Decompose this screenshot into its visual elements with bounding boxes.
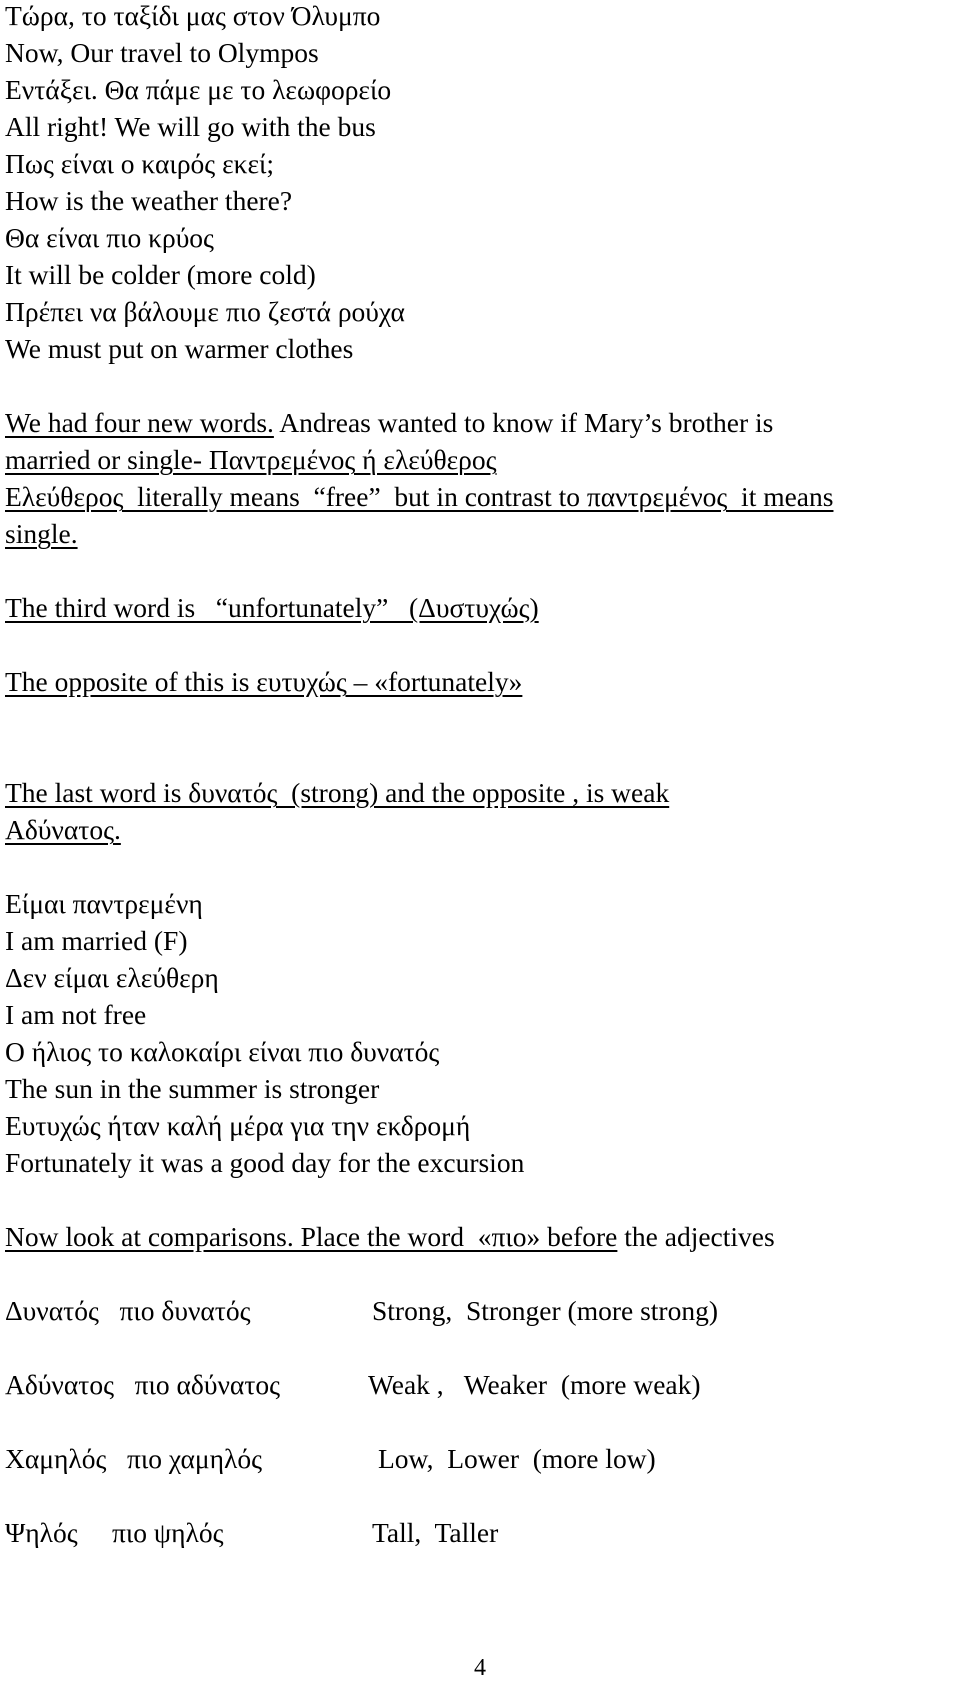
dialogue-line: It will be colder (more cold) — [5, 259, 316, 290]
dialogue-line: We must put on warmer clothes — [5, 333, 354, 364]
comparisons-intro-underlined: Now look at comparisons. Place the word «πιο» before — [5, 1221, 618, 1252]
dialogue-line: Now, Our travel to Olympos — [5, 37, 319, 68]
example-line: Fortunately it was a good day for the excursion — [5, 1147, 525, 1178]
comparison-english: Low, Lower (more low) — [378, 1443, 656, 1474]
words-intro-heading: We had four new words. — [5, 407, 274, 438]
comparison-english: Weak , Weaker (more weak) — [368, 1369, 701, 1400]
comparison-english: Strong, Stronger (more strong) — [372, 1295, 718, 1326]
example-line: Δεν είμαι ελεύθερη — [5, 962, 219, 993]
dialogue-line: Τώρα, το ταξίδι μας στον Όλυμπο — [5, 0, 381, 31]
words-intro-line: single. — [5, 518, 78, 549]
comparison-greek: Δυνατός πιο δυνατός — [5, 1295, 251, 1326]
example-line: Είμαι παντρεμένη — [5, 888, 203, 919]
dialogue-line: Εντάξει. Θα πάμε με το λεωφορείο — [5, 74, 392, 105]
comparisons-intro — [5, 1223, 775, 1251]
words-intro-line: Ελεύθερος literally means “free” but in contrast to παντρεμένος it means — [5, 481, 834, 512]
dialogue-line: All right! We will go with the bus — [5, 111, 376, 142]
comparison-greek: Χαμηλός πιο χαμηλός — [5, 1443, 263, 1474]
example-line: The sun in the summer is stronger — [5, 1073, 380, 1104]
example-line: I am married (F) — [5, 925, 188, 956]
dialogue-line: Θα είναι πιο κρύος — [5, 222, 214, 253]
example-line: I am not free — [5, 999, 147, 1030]
dialogue-line: Πως είναι ο καιρός εκεί; — [5, 148, 275, 179]
comparison-english: Tall, Taller — [372, 1517, 499, 1548]
words-intro-line — [5, 409, 773, 437]
third-word-line: The third word is “unfortunately” (Δυστυχώς) — [5, 592, 539, 623]
dialogue-line: Πρέπει να βάλουμε πιο ζεστά ρούχα — [5, 296, 405, 327]
last-word-line: Αδύνατος. — [5, 814, 121, 845]
opposite-line: The opposite of this is ευτυχώς – «fortunately» — [5, 666, 523, 697]
comparison-greek: Ψηλός πιο ψηλός — [5, 1517, 224, 1548]
words-intro-text: Andreas wanted to know if Mary’s brother is — [273, 407, 774, 438]
dialogue-line: How is the weather there? — [5, 185, 293, 216]
example-line: Ο ήλιος το καλοκαίρι είναι πιο δυνατός — [5, 1036, 440, 1067]
comparison-greek: Αδύνατος πιο αδύνατος — [5, 1369, 281, 1400]
comparisons-intro-text: the adjectives — [617, 1221, 775, 1252]
words-intro-line: married or single- Παντρεμένος ή ελεύθερος — [5, 444, 497, 475]
example-line: Ευτυχώς ήταν καλή μέρα για την εκδρομή — [5, 1110, 471, 1141]
page-number: 4 — [474, 1655, 486, 1681]
last-word-line: The last word is δυνατός (strong) and the opposite , is weak — [5, 777, 670, 808]
